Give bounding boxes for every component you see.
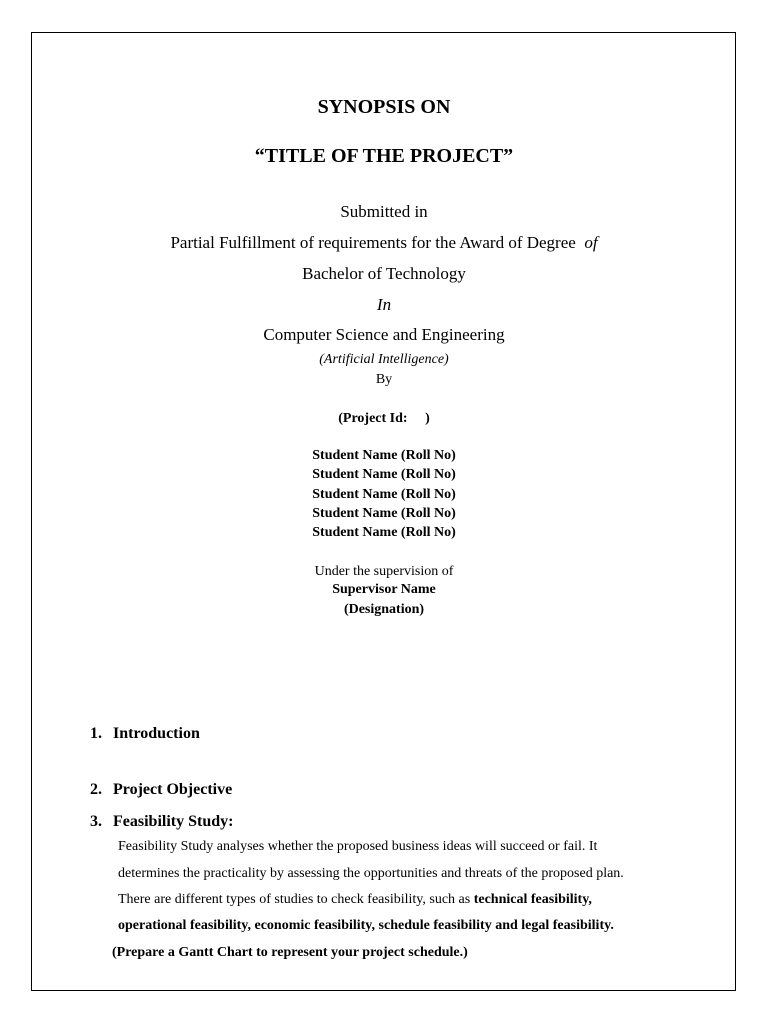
section-number: 3. (90, 813, 102, 830)
in-word: In (376, 295, 392, 314)
section-number: 1. (90, 725, 102, 742)
student-entry: Student Name (Roll No) (312, 487, 456, 502)
synopsis-heading: SYNOPSIS ON (317, 96, 451, 118)
feasibility-line-3 (118, 893, 592, 907)
feasibility-line-2: determines the practicality by assessing the opportunities and threats of the proposed plan. (118, 866, 624, 881)
section-project-objective (90, 782, 232, 798)
fulfillment-text: Partial Fulfillment of requirements for the Award of Degree (170, 233, 576, 252)
section-title: Project Objective (113, 781, 233, 798)
student-entry: Student Name (Roll No) (312, 448, 456, 463)
feasibility-line-3-bold: technical feasibility, (473, 892, 592, 907)
section-number: 2. (90, 781, 102, 798)
submitted-in: Submitted in (340, 202, 428, 221)
section-feasibility-study (90, 814, 233, 830)
branch-name: Computer Science and Engineering (263, 325, 505, 344)
degree-name: Bachelor of Technology (302, 264, 466, 283)
section-title: Feasibility Study: (113, 813, 234, 830)
specialization: (Artificial Intelligence) (319, 352, 449, 367)
supervisor-designation: (Designation) (343, 602, 425, 617)
feasibility-line-3-text: There are different types of studies to check feasibility, such as (118, 892, 474, 907)
student-entry: Student Name (Roll No) (312, 467, 456, 482)
fulfillment-of: of (584, 233, 598, 252)
section-introduction (90, 726, 200, 742)
student-entry: Student Name (Roll No) (312, 525, 456, 540)
feasibility-line-1: Feasibility Study analyses whether the proposed business ideas will succeed or fail. It (118, 839, 598, 854)
student-entry: Student Name (Roll No) (312, 506, 456, 521)
by-label: By (375, 372, 393, 387)
supervision-label: Under the supervision of (314, 564, 454, 579)
section-title: Introduction (113, 725, 200, 742)
gantt-chart-note: (Prepare a Gantt Chart to represent your project schedule.) (112, 945, 468, 960)
project-id: (Project Id: ) (338, 411, 430, 426)
feasibility-line-4: operational feasibility, economic feasibility, schedule feasibility and legal feasibility. (118, 918, 614, 933)
supervisor-name: Supervisor Name (332, 582, 436, 597)
project-title: “TITLE OF THE PROJECT” (254, 145, 514, 167)
fulfillment-line (0, 234, 768, 251)
